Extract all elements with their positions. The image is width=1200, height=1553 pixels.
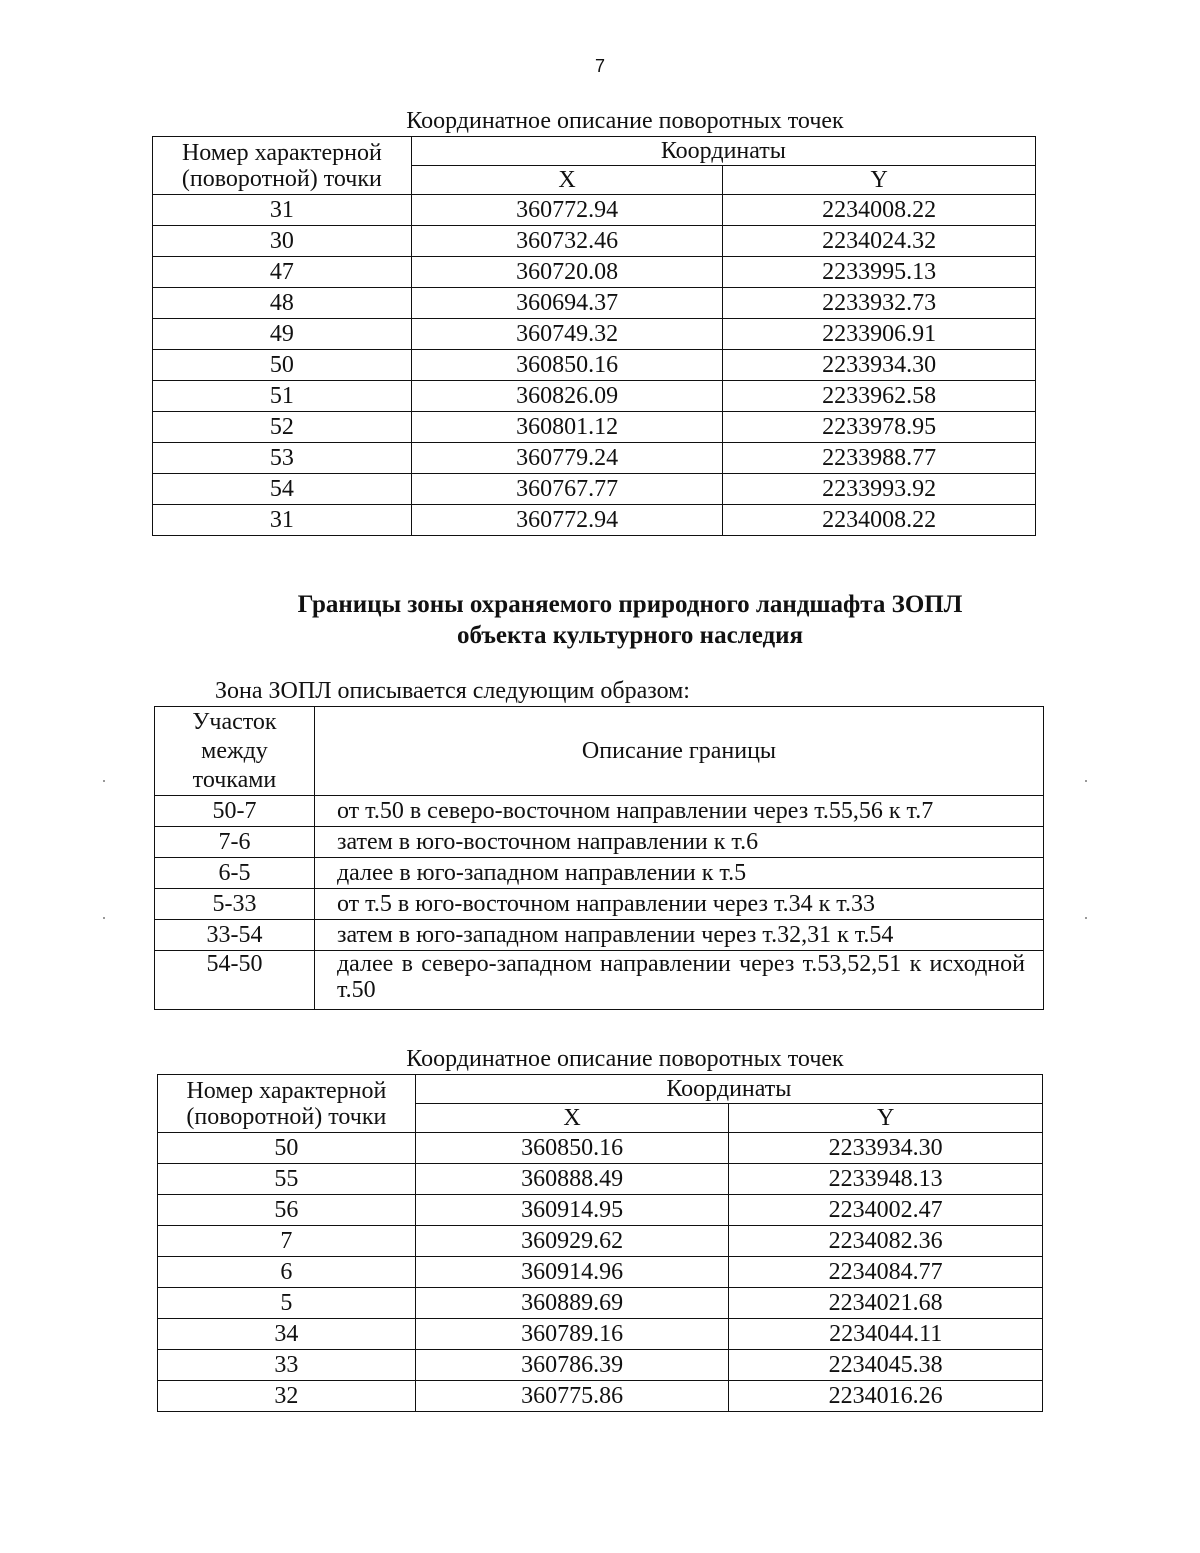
table-row — [158, 1350, 1043, 1381]
description-cell: от т.5 в юго-восточном направлении через т.34 к т.33 — [314, 889, 1043, 920]
x-coordinate-cell: 360775.86 — [415, 1381, 729, 1412]
x-header: X — [415, 1104, 729, 1133]
point-number-cell: 50 — [153, 350, 412, 381]
coordinates-table-2 — [157, 1074, 1043, 1412]
y-header: Y — [729, 1104, 1043, 1133]
y-coordinate-cell: 2234016.26 — [729, 1381, 1043, 1412]
description-cell: далее в северо-западном направлении через т.53,52,51 к исходной т.50 — [314, 951, 1043, 1010]
y-coordinate-cell: 2234002.47 — [729, 1195, 1043, 1226]
point-number-cell: 33 — [158, 1350, 416, 1381]
y-coordinate-cell: 2234082.36 — [729, 1226, 1043, 1257]
y-coordinate-cell: 2234008.22 — [723, 195, 1036, 226]
segment-header: Участок между точками — [155, 707, 315, 796]
table-row — [153, 381, 1036, 412]
description-cell: затем в юго-восточном направлении к т.6 — [314, 827, 1043, 858]
table-row — [158, 1288, 1043, 1319]
y-coordinate-cell: 2233995.13 — [723, 257, 1036, 288]
scan-speck — [103, 780, 105, 782]
point-number-cell: 30 — [153, 226, 412, 257]
point-number-cell: 50 — [158, 1133, 416, 1164]
table-row — [158, 1226, 1043, 1257]
point-number-cell: 47 — [153, 257, 412, 288]
table-row — [158, 1195, 1043, 1226]
section-heading-line-1: Границы зоны охраняемого природного ландшафта ЗОПЛ — [297, 591, 963, 618]
y-coordinate-cell: 2233962.58 — [723, 381, 1036, 412]
segment-cell: 6-5 — [155, 858, 315, 889]
x-coordinate-cell: 360801.12 — [411, 412, 723, 443]
table-row — [155, 858, 1044, 889]
x-coordinate-cell: 360929.62 — [415, 1226, 729, 1257]
x-coordinate-cell: 360749.32 — [411, 319, 723, 350]
x-header: X — [411, 166, 723, 195]
point-number-cell: 48 — [153, 288, 412, 319]
x-coordinate-cell: 360720.08 — [411, 257, 723, 288]
y-coordinate-cell: 2234021.68 — [729, 1288, 1043, 1319]
segment-cell: 5-33 — [155, 889, 315, 920]
table-row — [158, 1381, 1043, 1412]
point-number-cell: 7 — [158, 1226, 416, 1257]
table-row — [153, 288, 1036, 319]
table1-caption: Координатное описание поворотных точек — [406, 108, 844, 134]
table-row — [153, 505, 1036, 536]
table-row — [153, 319, 1036, 350]
point-number-cell: 55 — [158, 1164, 416, 1195]
scan-speck — [1085, 780, 1087, 782]
table-row — [155, 920, 1044, 951]
x-coordinate-cell: 360914.96 — [415, 1257, 729, 1288]
point-number-header: Номер характерной (поворотной) точки — [158, 1075, 416, 1133]
table-row — [155, 796, 1044, 827]
description-cell: далее в юго-западном направлении к т.5 — [314, 858, 1043, 889]
y-coordinate-cell: 2233993.92 — [723, 474, 1036, 505]
x-coordinate-cell: 360732.46 — [411, 226, 723, 257]
x-coordinate-cell: 360789.16 — [415, 1319, 729, 1350]
y-coordinate-cell: 2234044.11 — [729, 1319, 1043, 1350]
point-number-cell: 6 — [158, 1257, 416, 1288]
point-number-cell: 5 — [158, 1288, 416, 1319]
point-number-cell: 32 — [158, 1381, 416, 1412]
zone-boundary-table — [154, 706, 1044, 1010]
coordinates-header: Координаты — [411, 137, 1035, 166]
segment-cell: 54-50 — [155, 951, 315, 1010]
table-row — [153, 412, 1036, 443]
point-number-cell: 52 — [153, 412, 412, 443]
x-coordinate-cell: 360888.49 — [415, 1164, 729, 1195]
table-row — [155, 889, 1044, 920]
table-row — [153, 257, 1036, 288]
point-number-cell: 51 — [153, 381, 412, 412]
page-number: 7 — [594, 56, 605, 76]
x-coordinate-cell: 360850.16 — [415, 1133, 729, 1164]
point-number-cell: 49 — [153, 319, 412, 350]
y-coordinate-cell: 2233934.30 — [723, 350, 1036, 381]
y-coordinate-cell: 2234024.32 — [723, 226, 1036, 257]
y-coordinate-cell: 2233934.30 — [729, 1133, 1043, 1164]
y-coordinate-cell: 2234008.22 — [723, 505, 1036, 536]
table-row — [153, 226, 1036, 257]
point-number-cell: 56 — [158, 1195, 416, 1226]
y-coordinate-cell: 2234084.77 — [729, 1257, 1043, 1288]
point-number-cell: 53 — [153, 443, 412, 474]
description-cell: затем в юго-западном направлении через т.32,31 к т.54 — [314, 920, 1043, 951]
table-row — [158, 1319, 1043, 1350]
point-number-cell: 31 — [153, 195, 412, 226]
y-coordinate-cell: 2233988.77 — [723, 443, 1036, 474]
coordinates-table-1 — [152, 136, 1036, 536]
x-coordinate-cell: 360786.39 — [415, 1350, 729, 1381]
x-coordinate-cell: 360850.16 — [411, 350, 723, 381]
x-coordinate-cell: 360772.94 — [411, 505, 723, 536]
point-number-cell: 54 — [153, 474, 412, 505]
scan-speck — [103, 917, 105, 919]
zone-intro-text: Зона ЗОПЛ описывается следующим образом: — [215, 678, 690, 704]
table2-caption: Координатное описание поворотных точек — [406, 1046, 844, 1072]
table-row — [155, 951, 1044, 1010]
section-heading-line-2: объекта культурного наследия — [456, 622, 804, 649]
table-row — [158, 1257, 1043, 1288]
x-coordinate-cell: 360826.09 — [411, 381, 723, 412]
scan-speck — [1085, 917, 1087, 919]
table-row — [158, 1164, 1043, 1195]
y-coordinate-cell: 2233906.91 — [723, 319, 1036, 350]
x-coordinate-cell: 360914.95 — [415, 1195, 729, 1226]
description-cell: от т.50 в северо-восточном направлении через т.55,56 к т.7 — [314, 796, 1043, 827]
point-number-header: Номер характерной (поворотной) точки — [153, 137, 412, 195]
table-row — [153, 443, 1036, 474]
point-number-cell: 31 — [153, 505, 412, 536]
y-coordinate-cell: 2233978.95 — [723, 412, 1036, 443]
table-row — [158, 1133, 1043, 1164]
x-coordinate-cell: 360779.24 — [411, 443, 723, 474]
x-coordinate-cell: 360772.94 — [411, 195, 723, 226]
segment-cell: 33-54 — [155, 920, 315, 951]
coordinates-header: Координаты — [415, 1075, 1042, 1104]
segment-cell: 7-6 — [155, 827, 315, 858]
section-heading — [0, 589, 1200, 651]
x-coordinate-cell: 360694.37 — [411, 288, 723, 319]
x-coordinate-cell: 360767.77 — [411, 474, 723, 505]
x-coordinate-cell: 360889.69 — [415, 1288, 729, 1319]
table-row — [155, 827, 1044, 858]
point-number-cell: 34 — [158, 1319, 416, 1350]
y-coordinate-cell: 2233948.13 — [729, 1164, 1043, 1195]
y-coordinate-cell: 2234045.38 — [729, 1350, 1043, 1381]
table-row — [153, 474, 1036, 505]
y-coordinate-cell: 2233932.73 — [723, 288, 1036, 319]
table-row — [153, 195, 1036, 226]
y-header: Y — [723, 166, 1036, 195]
segment-cell: 50-7 — [155, 796, 315, 827]
description-header: Описание границы — [314, 707, 1043, 796]
table-row — [153, 350, 1036, 381]
